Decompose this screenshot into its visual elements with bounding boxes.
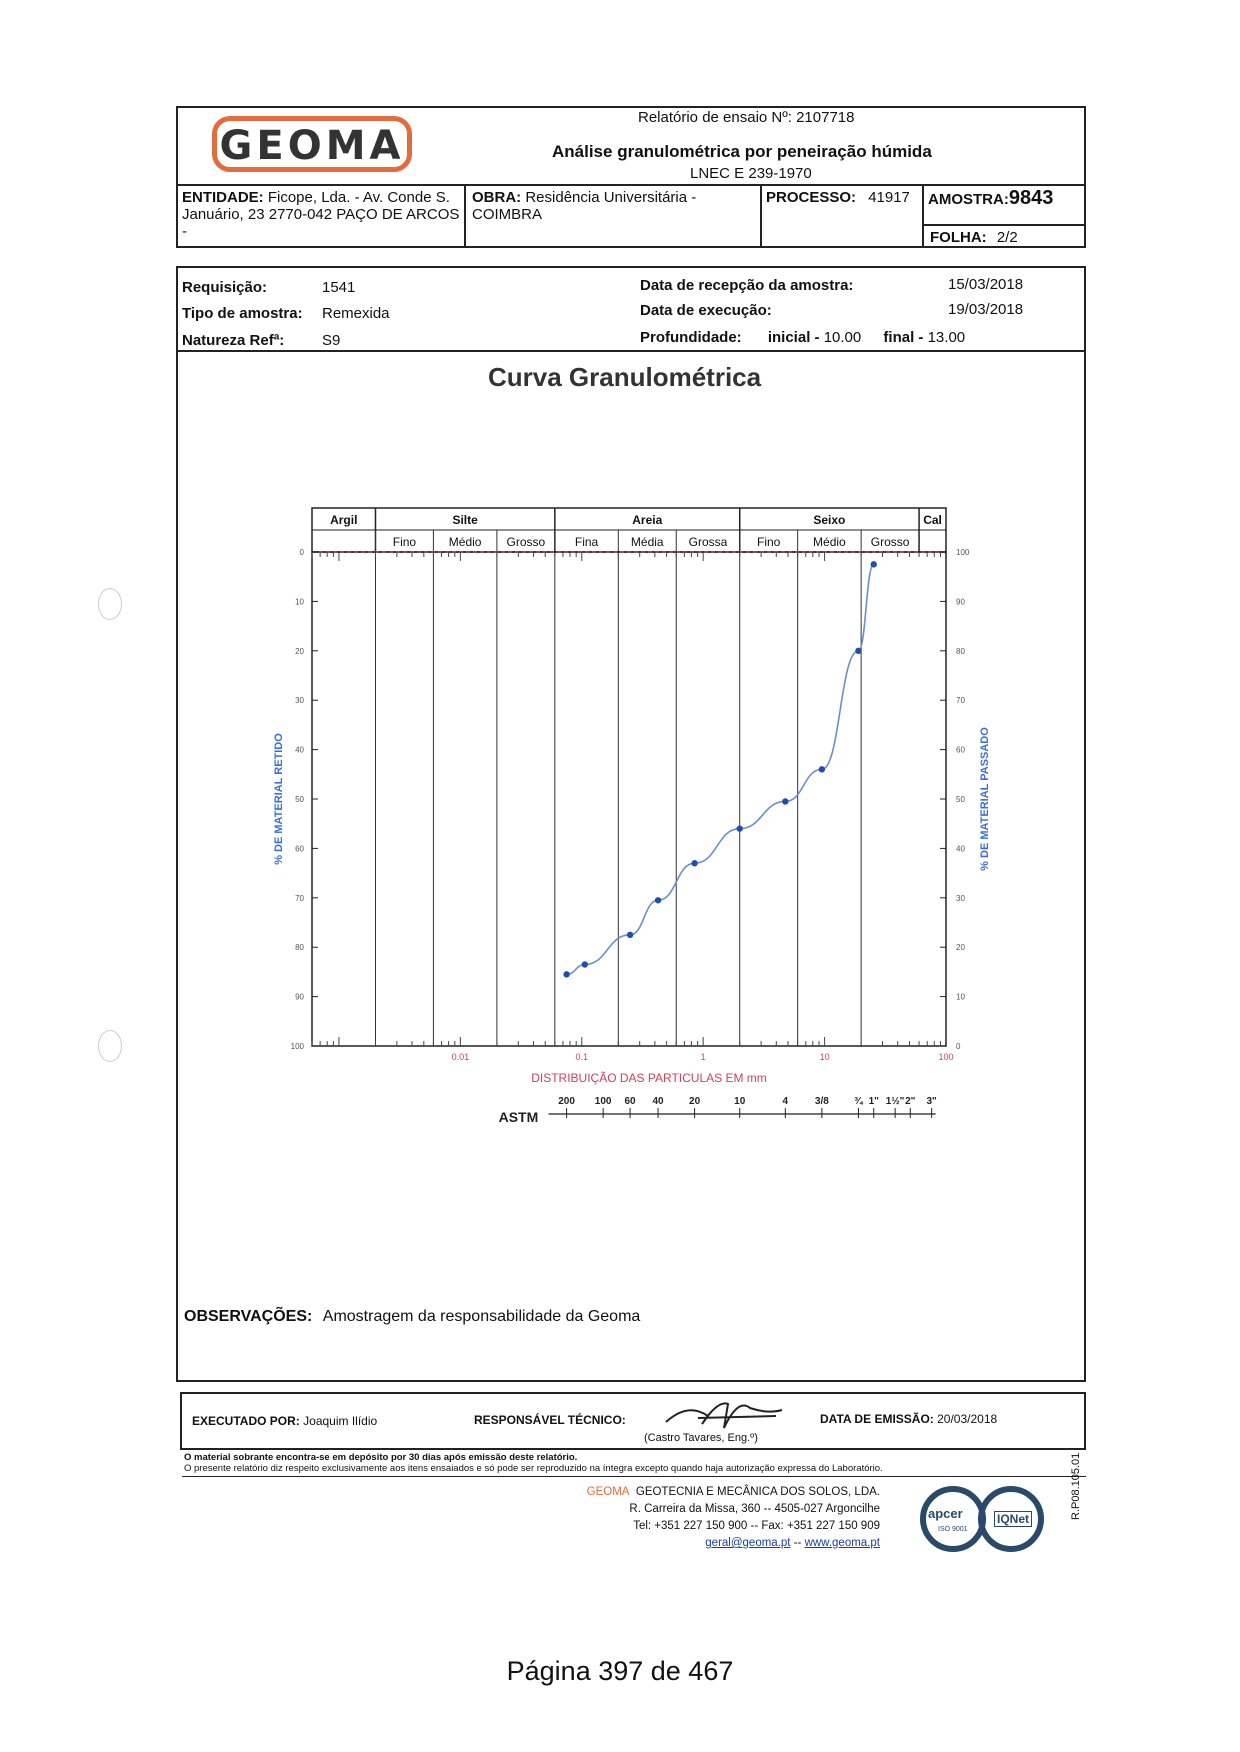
x-tick-label: 0.01 — [451, 1052, 470, 1062]
data-point — [627, 932, 633, 938]
astm-sieve-label: 60 — [624, 1096, 636, 1107]
y-axis-title-left: % DE MATERIAL RETIDO — [273, 733, 285, 865]
subclass-label: Grossa — [688, 535, 728, 549]
y-tick-label-right: 20 — [956, 943, 965, 953]
page-number: Página 397 de 467 — [506, 1656, 734, 1686]
data-point — [855, 648, 861, 654]
report-standard: LNEC E 239-1970 — [690, 165, 812, 182]
data-point — [691, 860, 697, 866]
y-tick-label-left: 90 — [295, 992, 304, 1002]
recepcao-label: Data de recepção da amostra: — [640, 277, 854, 294]
profundidade-row: Profundidade: inicial - 10.00 final - 13.00 — [640, 329, 966, 346]
y-tick-label-right: 60 — [956, 745, 965, 755]
entidade-field: ENTIDADE: Ficope, Lda. - Av. Conde S. Januário, 23 2770-042 PAÇO DE ARCOS - — [182, 189, 460, 240]
astm-sieve-label: 1½" — [885, 1096, 905, 1107]
astm-sieve-label: 100 — [594, 1096, 612, 1107]
company-block: GEOMA GEOTECNIA E MECÂNICA DOS SOLOS, LDA. R. Carreira da Missa, 360 -- 4505-027 Argoncilhe Tel: +351 227 150 900 -- Fax: +351 227 150 909 geral@geoma.pt -- www.geoma.pt — [586, 1486, 880, 1549]
subclass-label: Fino — [392, 535, 417, 549]
subclass-label: Grosso — [870, 535, 910, 549]
class-label: Seixo — [813, 513, 846, 527]
execucao-value: 19/03/2018 — [948, 301, 1024, 318]
y-tick-label-right: 100 — [956, 548, 970, 557]
astm-sieve-label: 20 — [689, 1096, 701, 1107]
subclass-label: Grosso — [506, 535, 546, 549]
subclass-label: Fino — [757, 535, 781, 549]
astm-sieve-label: ¾ — [854, 1096, 863, 1107]
data-point — [737, 825, 743, 831]
subclass-label: Médio — [448, 535, 482, 549]
iqnet-seal: IQNet — [978, 1486, 1044, 1552]
processo-field: PROCESSO: 41917 — [766, 189, 910, 206]
emissao-row: DATA DE EMISSÃO: 20/03/2018 — [820, 1412, 998, 1426]
y-axis-title-right: % DE MATERIAL PASSADO — [979, 727, 991, 871]
y-tick-label-right: 80 — [956, 646, 965, 656]
astm-sieve-label: 3/8 — [814, 1096, 829, 1107]
y-tick-label-left: 0 — [299, 548, 304, 557]
y-tick-label-left: 70 — [295, 893, 304, 903]
x-axis-title: DISTRIBUIÇÃO DAS PARTICULAS EM mm — [531, 1071, 767, 1085]
x-tick-label: 100 — [938, 1052, 954, 1062]
y-tick-label-left: 40 — [295, 745, 304, 755]
report-number: Relatório de ensaio Nº: 2107718 — [638, 109, 855, 126]
observacoes-row: OBSERVAÇÕES: Amostragem da responsabilidade da Geoma — [184, 1308, 641, 1325]
executado-row: EXECUTADO POR: Joaquim Ilídio — [192, 1414, 378, 1428]
y-tick-label-left: 30 — [295, 696, 304, 706]
execucao-label: Data de execução: — [640, 302, 772, 319]
class-label: Cal — [923, 513, 942, 527]
astm-sieve-label: 40 — [652, 1096, 664, 1107]
responsavel-label: RESPONSÁVEL TÉCNICO: — [474, 1413, 626, 1427]
x-tick-label: 0.1 — [575, 1052, 589, 1062]
astm-sieve-label: 2" — [905, 1096, 916, 1107]
x-tick-label: 1 — [700, 1052, 706, 1062]
subclass-label: Médio — [813, 535, 846, 549]
geoma-logo: GEOMA — [212, 116, 412, 172]
y-tick-label-right: 10 — [956, 992, 965, 1002]
report-title: Análise granulométrica por peneiração húmida — [552, 142, 932, 161]
astm-sieve-label: 4 — [782, 1096, 789, 1107]
plot-frame — [312, 552, 946, 1046]
astm-label: ASTM — [498, 1109, 539, 1125]
chart-title: Curva Granulométrica — [488, 362, 762, 392]
data-point — [819, 766, 825, 772]
signature-image — [658, 1394, 788, 1434]
natureza-row: Natureza Refª: S9 — [182, 332, 341, 349]
y-tick-label-right: 70 — [956, 696, 965, 706]
amostra-field: AMOSTRA:9843 — [928, 187, 1054, 209]
astm-sieve-label: 200 — [558, 1096, 575, 1107]
apcer-seal: apcer ISO 9001 — [920, 1486, 986, 1552]
x-tick-label: 10 — [819, 1052, 830, 1062]
astm-sieve-label: 1" — [868, 1096, 879, 1107]
class-label: Areia — [632, 513, 663, 527]
y-tick-label-right: 0 — [956, 1042, 961, 1051]
y-tick-label-left: 100 — [290, 1042, 304, 1051]
footnote-2: O presente relatório diz respeito exclusivamente aos itens ensaiados e só pode ser reproduzido na íntegra excepto quando haja autorização expressa do Laboratório. — [184, 1463, 883, 1474]
data-point — [871, 561, 877, 567]
class-label: Argil — [330, 513, 358, 527]
obra-field: OBRA: Residência Universitária - COIMBRA — [472, 189, 697, 223]
subclass-label: Média — [630, 535, 664, 549]
y-tick-label-right: 90 — [956, 597, 965, 607]
y-tick-label-right: 40 — [956, 844, 965, 854]
form-code: R.P08.105.01 — [1070, 1452, 1082, 1520]
y-tick-label-left: 60 — [295, 844, 304, 854]
subclass-label: Fina — [574, 535, 599, 549]
astm-sieve-label: 10 — [734, 1096, 746, 1107]
class-label: Silte — [452, 513, 478, 527]
data-point — [563, 971, 569, 977]
y-tick-label-left: 80 — [295, 943, 304, 953]
y-tick-label-right: 30 — [956, 893, 965, 903]
y-tick-label-left: 50 — [295, 795, 304, 804]
y-tick-label-right: 50 — [956, 795, 965, 804]
y-tick-label-left: 20 — [295, 646, 304, 656]
astm-sieve-label: 3" — [926, 1096, 937, 1107]
requisicao-row: Requisição: 1541 — [182, 279, 356, 296]
footnote-1: O material sobrante encontra-se em depósito por 30 dias após emissão deste relatório. — [184, 1452, 578, 1463]
folha-field: FOLHA: 2/2 — [930, 229, 1018, 246]
responsavel-name: (Castro Tavares, Eng.º) — [644, 1432, 758, 1444]
data-point — [582, 961, 588, 967]
y-tick-label-left: 10 — [295, 597, 304, 607]
tipo-row: Tipo de amostra: Remexida — [182, 305, 390, 322]
data-point — [655, 897, 661, 903]
recepcao-value: 15/03/2018 — [948, 276, 1024, 293]
series-line — [567, 564, 874, 974]
data-point — [782, 798, 788, 804]
